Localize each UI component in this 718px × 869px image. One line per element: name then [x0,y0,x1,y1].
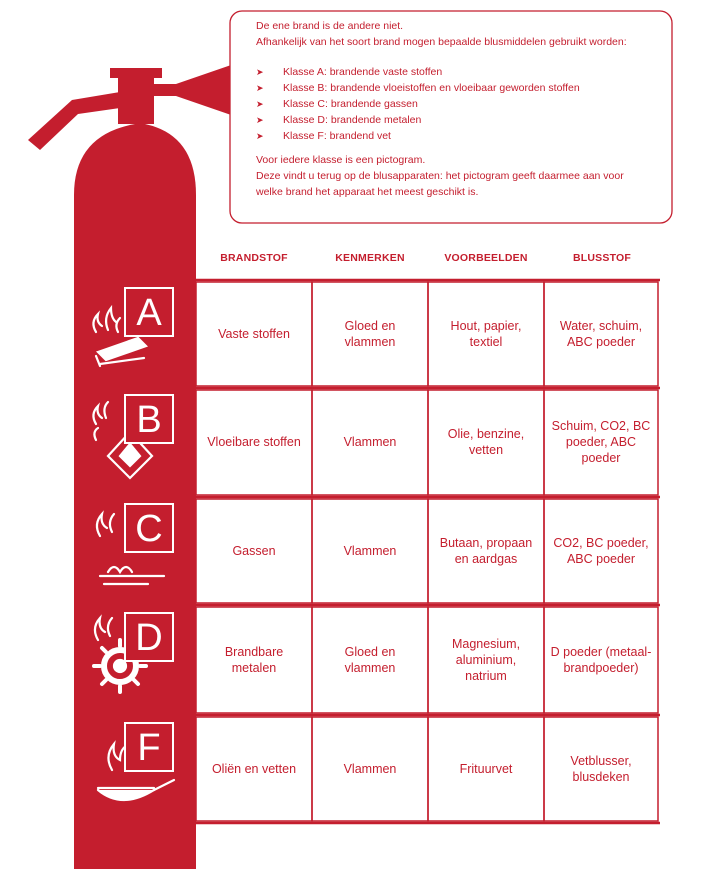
class-list [256,64,580,144]
table-cell [312,499,428,603]
callout-outro-line: welke brand het apparaat het meest geschikt is. [256,186,479,198]
column-header-kenmerken: KENMERKEN [335,252,405,264]
class-list-item-label: Klasse A: brandende vaste stoffen [283,66,443,78]
table-cell-text: Hout, papier, textiel [450,319,522,349]
table-cell-text: Oliën en vetten [211,762,297,776]
table-cell [312,607,428,713]
table-cell-text: Brandbare metalen [224,645,284,675]
class-list-item [256,112,580,128]
arrow-right-icon: ➤ [256,115,264,125]
class-badge-b: B [124,394,174,444]
callout-outro [256,152,624,200]
class-list-item [256,64,580,80]
table-cell-text: Vaste stoffen [218,327,290,341]
table-cell [196,499,312,603]
column-header-voorbeelden: VOORBEELDEN [444,252,528,264]
table-cell [312,282,428,386]
table-cell-text: Magnesium, aluminium, natrium [451,637,521,683]
table-cell-text: Gloed en vlammen [344,319,396,349]
table-cell-text: Gassen [232,544,276,558]
table-cell [196,390,312,494]
table-cell [428,607,544,713]
table-cell [544,717,658,821]
table-cell [312,717,428,821]
callout-outro-line: Deze vindt u terug op de blusapparaten: het pictogram geeft daarmee aan voor [256,170,624,182]
table-cell [428,499,544,603]
arrow-right-icon: ➤ [256,83,264,93]
table-cell-text: Olie, benzine, vetten [447,427,525,457]
class-list-item-label: Klasse B: brandende vloeistoffen en vloeibaar geworden stoffen [283,82,580,94]
table-cell [428,717,544,821]
table-cell-text: Water, schuim, ABC poeder [559,319,643,349]
table-cell [544,607,658,713]
class-list-item-label: Klasse C: brandende gassen [283,98,418,110]
class-badge-c: C [124,503,174,553]
column-header-blusstof: BLUSSTOF [573,252,631,264]
callout-intro-line: Afhankelijk van het soort brand mogen bepaalde blusmiddelen gebruikt worden: [256,36,627,48]
table-cell-text: Butaan, propaan en aardgas [439,536,533,566]
class-list-item [256,80,580,96]
arrow-right-icon: ➤ [256,131,264,141]
table-cell [312,390,428,494]
class-list-item-label: Klasse F: brandend vet [283,130,391,142]
callout-outro-line: Voor iedere klasse is een pictogram. [256,154,426,166]
table-cell-text: CO2, BC poeder, ABC poeder [553,536,649,566]
table-cell [428,282,544,386]
table-cell [428,390,544,494]
column-header-brandstof: BRANDSTOF [220,252,288,264]
table-cell-text: Schuim, CO2, BC poeder, ABC poeder [551,419,651,465]
class-list-item [256,128,580,144]
table-cell [196,717,312,821]
class-list-item-label: Klasse D: brandende metalen [283,114,422,126]
arrow-right-icon: ➤ [256,99,264,109]
class-badge-a: A [124,287,174,337]
table-cell [196,282,312,386]
arrow-right-icon: ➤ [256,67,264,77]
table-cell-text: Vlammen [343,435,397,449]
class-badge-f: F [124,722,174,772]
table-cell [544,282,658,386]
callout-intro [256,18,627,50]
table-cell [544,499,658,603]
table-cell-text: Vlammen [343,544,397,558]
class-badge-d: D [124,612,174,662]
table-cell-text: Vetblusser, blusdeken [570,754,632,784]
callout-intro-line: De ene brand is de andere niet. [256,20,404,32]
callout-text [232,12,672,224]
table-cell-text: Gloed en vlammen [344,645,396,675]
extinguisher-valve [118,72,154,124]
extinguisher-nozzle [152,64,234,116]
table-cell-text: Vlammen [343,762,397,776]
table-cell-text: D poeder (metaal-brandpoeder) [550,645,652,675]
table-cell-text: Vloeibare stoffen [207,435,301,449]
table-cell [196,607,312,713]
table-cell-text: Frituurvet [459,762,513,776]
table-cell [544,390,658,494]
class-list-item [256,96,580,112]
